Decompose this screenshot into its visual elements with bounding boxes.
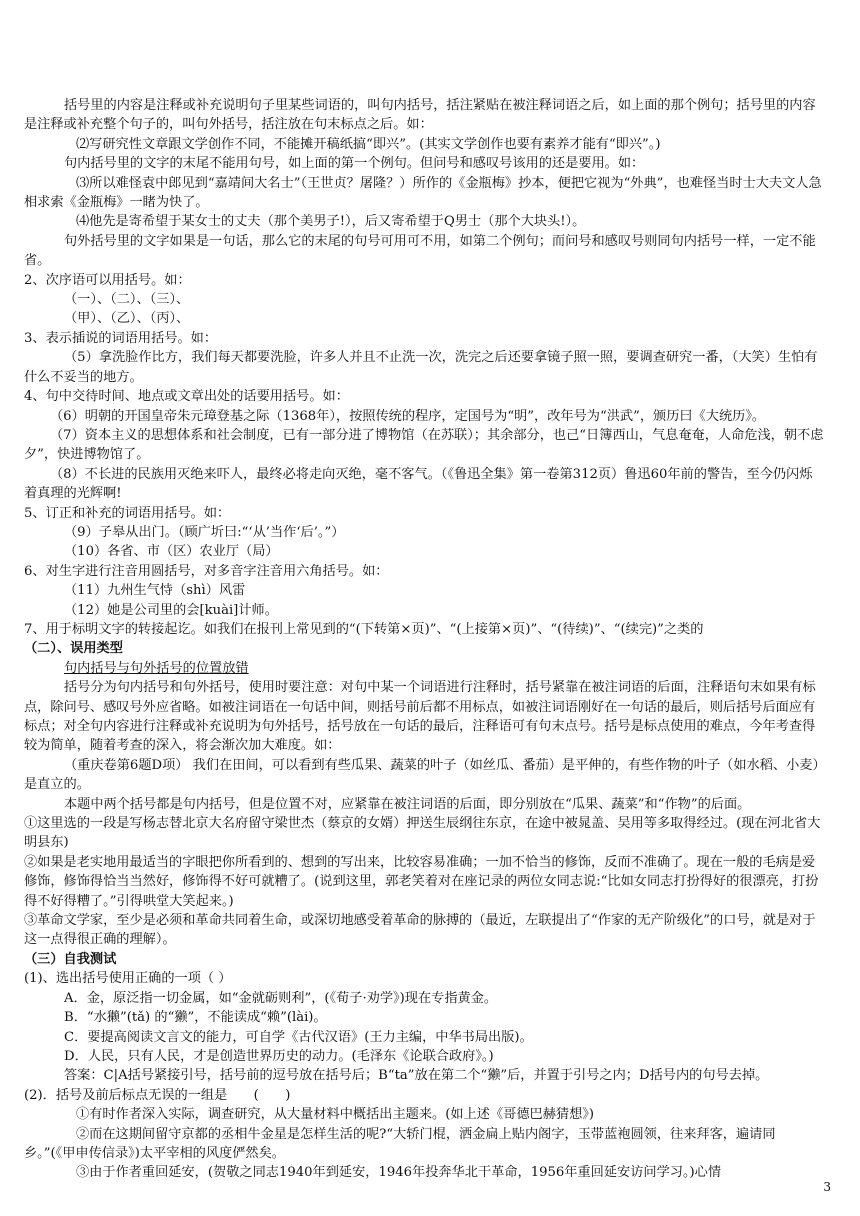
paragraph: B．“水獭”(tǎ) 的“獭”，不能读成“赖”(lài)。 [64, 1010, 327, 1026]
paragraph: 6、对生字进行注音用圆括号，对多音字注音用六角括号。如： [24, 563, 389, 579]
paragraph: （12）她是公司里的会[kuài]计师。 [64, 602, 278, 618]
paragraph: 答案：C|A括号紧接引号，括号前的逗号放在括号后；B“ta”放在第二个“獭”后，并置于引号之内；D括号内的句号去掉。 [64, 1068, 769, 1084]
paragraph: ③革命文学家，至少是必须和革命共同着生命，或深切地感受着革命的脉搏的（最近，左联提出了“作家的无产阶级化”的口号，就是对于这一点得很正确的理解）。 [24, 913, 816, 948]
paragraph: 7、用于标明文字的转接起讫。如我们在报刊上常见到的“(下转第×页)”、“(上接第×页)”、“(待续)”、“(续完)”之类的 [24, 621, 704, 637]
paragraph: （一）、（二）、（三）、 [64, 292, 190, 308]
paragraph: 括号分为句内括号和句外括号，使用时要注意：对句中某一个词语进行注释时，括号紧靠在被注词语的后面，注释语句末如果有标点，除问号、感叹号外应省略。如被注词语在一句话中间，则括号前后都不用标点，如被注词语刚好在一句话的最后，则后括号后面应有标点；对全句内容进行注释或补充说明为句外括号，括号放在一句话的最后，注释语可有句末点号。括号是标点使用的难点，今年考查得较为简单，随着考查的深入，将会渐次加大难度。如： [24, 680, 816, 754]
paragraph: （三）自我测试 [24, 951, 117, 967]
paragraph: (1)、选出括号使用正确的一项（ ） [24, 971, 232, 987]
paragraph: ②如果是老实地用最适当的字眼把你所看到的、想到的写出来，比较容易准确；一加不恰当的修饰，反而不准确了。现在一般的毛病是爱修饰，修饰得恰当当然好，修饰得不好可就糟了。(说到这里，郭老笑着对在座记录的两位女同志说:“比如女同志打扮得好的很漂亮，打扮得不好得糟了。”引得哄堂大笑起来。) [24, 854, 819, 909]
paragraph: ①这里选的一段是写杨志替北京大名府留守梁世杰（蔡京的女婿）押送生辰纲往东京，在途中被晁盖、吴用等多取得经过。(现在河北省大明县东) [24, 816, 821, 851]
paragraph: （11）九州生气恃（shì）风雷 [64, 583, 246, 599]
paragraph: 句外括号里的文字如果是一句话，那么它的末尾的句号可用可不用，如第二个例句；而问号和感叹号则同句内括号一样，一定不能省。 [24, 233, 816, 269]
paragraph: （10）各省、市（区）农业厅（局） [64, 544, 279, 560]
paragraph: （二）、误用类型 [24, 641, 123, 657]
paragraph: （甲）、（乙）、（丙）、 [64, 311, 190, 327]
paragraph: ⑷他先是寄希望于某女士的丈夫（那个美男子!），后又寄希望于Q男士（那个大块头!）。 [76, 214, 586, 230]
paragraph: （8）不长进的民族用灭绝来吓人，最终必将走向灭绝，毫不客气。（《鲁迅全集》第一卷第312页）鲁迅60年前的警告，至今仍闪烁着真理的光辉啊! [24, 466, 813, 502]
paragraph: （9）子皋从出门。（顾广圻曰:“‘从’当作‘后’。”） [64, 524, 345, 540]
paragraph: 本题中两个括号都是句内括号，但是位置不对，应紧靠在被注词语的后面，即分别放在“瓜果、蔬菜”和“作物”的后面。 [64, 796, 751, 812]
paragraph: （重庆卷第6题D项） 我们在田间，可以看到有些瓜果、蔬菜的叶子（如丝瓜、番茄）是平伸的，有些作物的叶子（如水稻、小麦）是直立的。 [24, 757, 820, 793]
paragraph: 句内括号与句外括号的位置放错 [64, 660, 249, 676]
page-number: 3 [823, 1180, 831, 1194]
paragraph: ⑶所以难怪袁中郎见到“嘉靖间大名士”（王世贞？屠隆？）所作的《金瓶梅》抄本，便把它视为“外典”，也难怪当时士大夫文人急相求索《金瓶梅》一睹为快了。 [24, 175, 822, 211]
paragraph: C．要提高阅读文言文的能力，可自学《古代汉语》(王力主编，中华书局出版)。 [64, 1029, 533, 1045]
paragraph: ⑵写研究性文章跟文学创作不同，不能摊开稿纸搞“即兴”。(其实文学创作也要有素养才能有“即兴”。) [76, 136, 661, 152]
paragraph: 4、句中交待时间、地点或文章出处的话要用括号。如： [24, 389, 349, 405]
paragraph: （5）拿洗脸作比方，我们每天都要洗脸，许多人并且不止洗一次，洗完之后还要拿镜子照一照，要调查研究一番，（大笑）生怕有什么不妥当的地方。 [24, 350, 818, 385]
paragraph: 3、表示插说的词语用括号。如： [24, 330, 218, 346]
paragraph: 括号里的内容是注释或补充说明句子里某些词语的，叫句内括号，括注紧贴在被注释词语之后，如上面的那个例句；括号里的内容是注释或补充整个句子的，叫句外括号，括注放在句末标点之后。如： [24, 98, 816, 133]
paragraph: ①有时作者深入实际，调查研究，从大量材料中概括出主题来。(如上述《哥德巴赫猜想》) [76, 1107, 594, 1123]
paragraph: A．金，原泛指一切金属，如“金就砺则利”，(《荀子·劝学》)现在专指黄金。 [64, 990, 498, 1006]
paragraph: ②而在这期间留守京都的丞相牛金星是怎样生活的呢?“大轿门棍，洒金扁上贴内阁字，玉带蓝袍圆领，往来拜客，遍请同乡。”(《甲申传信录》)太平宰相的风度俨然矣。 [24, 1126, 776, 1161]
paragraph: 5、订正和补充的词语用括号。如： [24, 505, 231, 521]
paragraph: (2)．括号及前后标点无误的一组是 ( ) [24, 1087, 291, 1103]
paragraph: 2、次序语可以用括号。如： [24, 272, 191, 288]
document-body [24, 96, 824, 1183]
paragraph: （6）明朝的开国皇帝朱元璋登基之际（1368年），按照传统的程序，定国号为“明”，改年号为“洪武”，颁历曰《大统历》。 [50, 408, 766, 424]
paragraph: （7）资本主义的思想体系和社会制度，已有一部分进了博物馆（在苏联）；其余部分，也己“日簿西山，气息奄奄，人命危浅，朝不虑夕”，快进博物馆了。 [24, 427, 824, 463]
paragraph: 句内括号里的文字的末尾不能用句号，如上面的第一个例句。但问号和感叹号该用的还是要用。如： [64, 156, 645, 172]
paragraph: ③由于作者重回延安，(贺敬之同志1940年到延安，1946年投奔华北干革命，1956年重回延安访问学习。)心情 [76, 1165, 722, 1181]
paragraph: D．人民，只有人民，才是创造世界历史的动力。(毛泽东《论联合政府》。) [64, 1048, 494, 1064]
